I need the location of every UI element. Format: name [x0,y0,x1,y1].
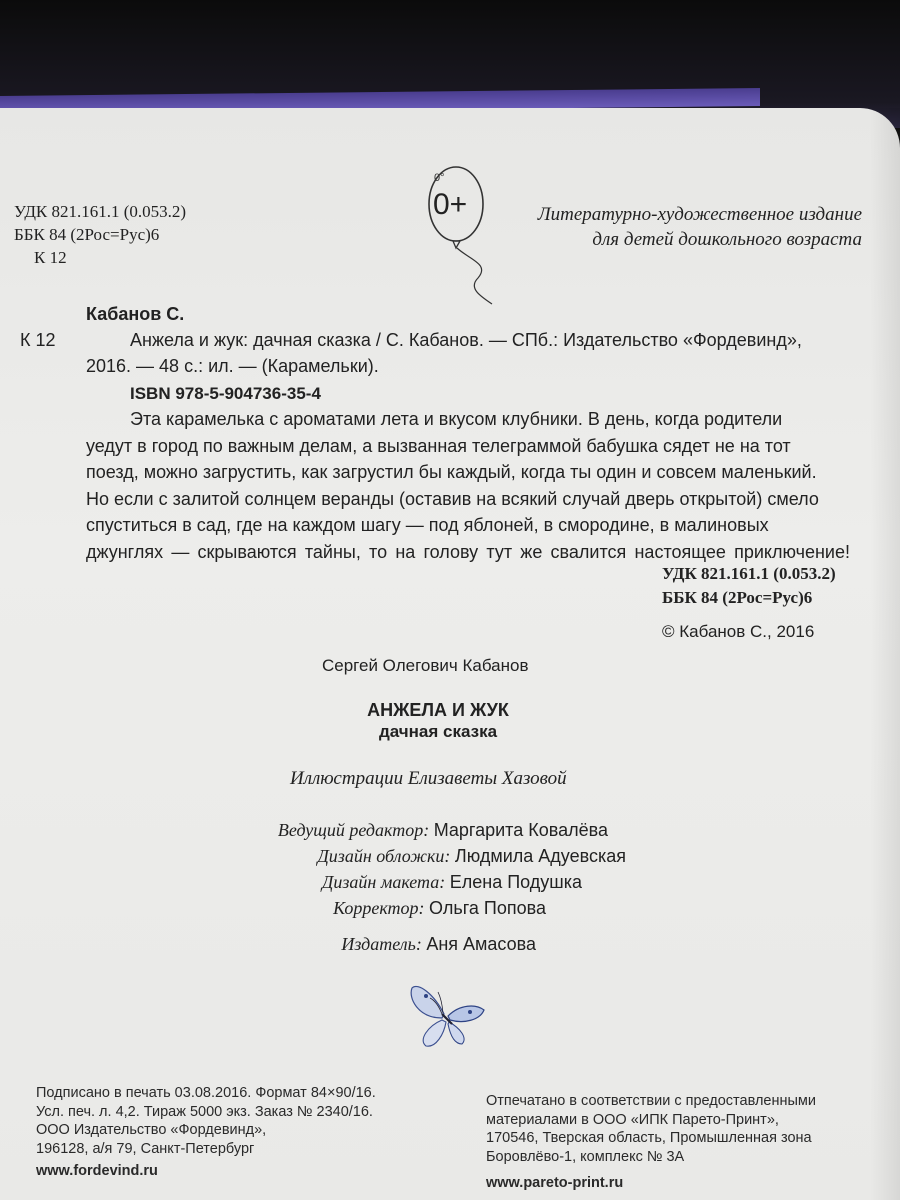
catalog-bbk-top: ББК 84 (2Рос=Рус)6 [14,225,160,244]
annotation-line: уедут в город по важным делам, а вызванная телеграммой бабушка сядет не на тот [86,435,791,456]
credit-name: Ольга Попова [429,898,546,918]
book-page [0,108,900,1200]
credit-name: Елена Подушка [449,872,582,892]
annotation-line: спуститься в сад, где на каждом шагу — под яблоней, в смородине, в малиновых [86,515,769,535]
age-rating-label: 0+ [433,188,468,221]
entry-isbn: ISBN 978-5-904736-35-4 [130,384,321,403]
balloon-icon [418,160,498,310]
imprint-line: Отпечатано в соответствии с предоставленными [486,1093,816,1109]
credit-role: Дизайн макета: [321,872,446,892]
age-rating-badge [418,160,498,310]
copyright: © Кабанов С., 2016 [662,622,815,641]
credits-row [278,820,608,841]
butterfly-illustration [404,974,494,1050]
annotation [86,406,850,565]
catalog-udk-bottom: УДК 821.161.1 (0.053.2) [662,564,836,583]
imprint-left [36,1084,376,1181]
entry-author: Кабанов С. [86,304,185,324]
entry-biblio-line-1: Анжела и жук: дачная сказка / С. Кабанов. — СПб.: Издательство «Фордевинд», [130,330,802,350]
imprint-line: 196128, а/я 79, Санкт-Петербург [36,1140,255,1157]
annotation-line: Но если с залитой солнцем веранды (оставив на всякий случай дверь открытой) смело [86,488,819,509]
butterfly-icon [404,974,494,1050]
imprint-line: Подписано в печать 03.08.2016. Формат 84×90/16. [36,1085,376,1101]
credits-row [322,872,582,893]
entry-code: К 12 [20,330,56,350]
credit-name: Маргарита Ковалёва [433,820,608,840]
edition-type-line-1: Литературно-художественное издание [537,204,862,225]
entry-biblio-line-2: 2016. — 48 с.: ил. — (Карамельки). [86,356,379,376]
imprint-line: Усл. печ. л. 4,2. Тираж 5000 экз. Заказ № 2340/16. [36,1103,373,1120]
illustrations-credit: Иллюстрации Елизаветы Хазовой [290,768,567,789]
book-subtitle: дачная сказка [378,722,498,741]
imprint-right [486,1092,816,1193]
imprint-line: 170546, Тверская область, Промышленная зона [486,1130,812,1146]
catalog-bbk-bottom: ББК 84 (2Рос=Рус)6 [662,588,813,607]
book-title: АНЖЕЛА И ЖУК [367,700,509,720]
edition-type-line-2: для детей дошкольного возраста [592,229,862,250]
credit-name: Людмила Адуевская [454,846,626,866]
imprint-line: ООО Издательство «Фордевинд», [36,1122,267,1138]
imprint-line: Боровлёво-1, комплекс № 3А [486,1148,685,1165]
printer-website-link[interactable]: www.pareto-print.ru [486,1175,624,1191]
age-rating-small: 0° [434,172,445,184]
credits-row [317,846,626,867]
publisher-role: Издатель: [341,934,422,954]
credits-row [333,898,546,919]
publisher-website-link[interactable]: www.fordevind.ru [36,1163,158,1179]
publisher-name: Аня Амасова [426,934,536,954]
imprint-line: материалами в ООО «ИПК Парето-Принт», [486,1111,779,1128]
annotation-line: джунглях — скрываются тайны, то на голову тут же свалится настоящее приключение! [86,541,850,562]
catalog-udk-top: УДК 821.161.1 (0.053.2) [14,202,187,221]
credit-role: Корректор: [333,898,425,918]
annotation-line: Эта карамелька с ароматами лета и вкусом клубники. В день, когда родители [130,409,783,429]
catalog-code-top: К 12 [34,248,67,267]
credit-role: Ведущий редактор: [277,820,430,840]
credit-role: Дизайн обложки: [317,846,451,866]
author-full-name: Сергей Олегович Кабанов [322,656,529,675]
annotation-line: поезд, можно загрустить, как загрустил бы каждый, когда ты один и совсем маленький. [86,462,817,482]
publisher-row [341,934,536,955]
